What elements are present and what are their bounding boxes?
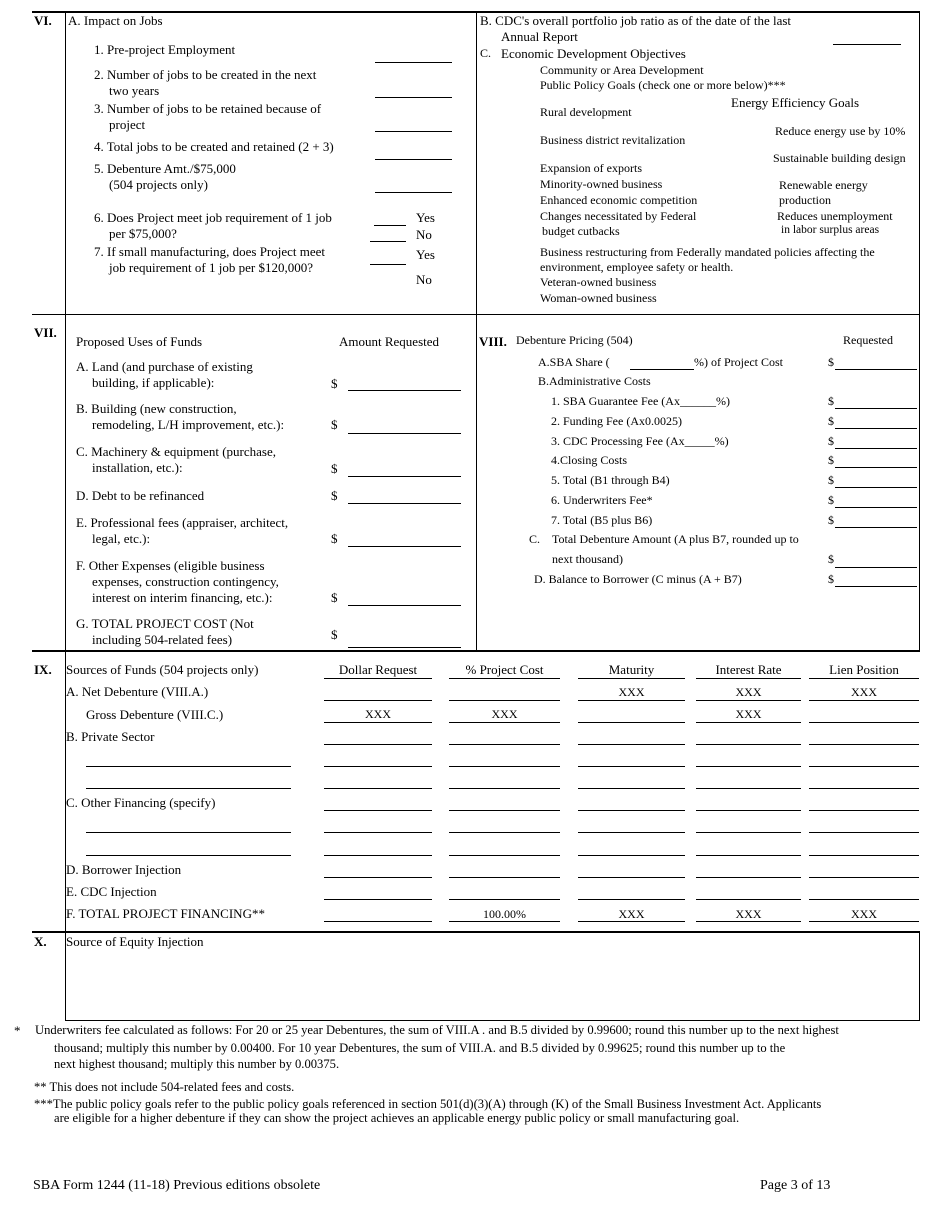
other-expenses-line2: expenses, construction contingency, xyxy=(92,574,279,589)
underwriters-fee-line[interactable] xyxy=(835,507,917,508)
reduce-energy-option[interactable]: Reduce energy use by 10% xyxy=(775,124,906,138)
sources-cell-line[interactable] xyxy=(324,788,432,789)
business-restructuring-line2: environment, employee safety or health. xyxy=(540,260,734,274)
guarantee-fee-dollar: $ xyxy=(828,394,834,408)
header-rule-5 xyxy=(809,678,919,679)
total-interest-xxx: XXX xyxy=(735,907,762,921)
portfolio-ratio-line1: B. CDC's overall portfolio job ratio as of the date of the last xyxy=(480,13,792,28)
total-project-cost-line1: G. TOTAL PROJECT COST (Not xyxy=(76,616,254,631)
public-policy-goals-label: Public Policy Goals (check one or more below)*** xyxy=(540,78,786,92)
sources-of-funds-title: Sources of Funds (504 projects only) xyxy=(66,662,259,677)
uses-of-funds-title: Proposed Uses of Funds xyxy=(76,334,203,349)
total-debenture-dollar: $ xyxy=(828,552,834,566)
total-lien-xxx: XXX xyxy=(851,907,877,921)
b7-total-label: 7. Total (B5 plus B6) xyxy=(551,513,653,527)
form-identifier: SBA Form 1244 (11-18) Previous editions obsolete xyxy=(33,1178,321,1193)
reduces-unemployment-line2: in labor surplus areas xyxy=(781,224,880,236)
sources-cell-line[interactable] xyxy=(324,855,432,856)
sources-cell-line[interactable] xyxy=(696,855,801,856)
sources-cell-line[interactable] xyxy=(449,832,560,833)
total-dollar-sign: $ xyxy=(331,627,338,642)
sources-cell-line[interactable] xyxy=(809,722,919,723)
renewable-energy-line1[interactable]: Renewable energy xyxy=(779,178,868,192)
portfolio-ratio-line2: Annual Report xyxy=(501,29,578,44)
sources-cell-line[interactable] xyxy=(324,810,432,811)
sources-cell-line[interactable] xyxy=(449,810,560,811)
balance-borrower-label: D. Balance to Borrower (C minus (A + B7) xyxy=(534,572,742,586)
vii-right-border xyxy=(919,314,920,651)
sources-cell-line[interactable] xyxy=(696,899,801,900)
sources-cell-line[interactable] xyxy=(809,855,919,856)
net-debenture-label: A. Net Debenture (VIII.A.) xyxy=(66,684,209,699)
sources-cell-line[interactable] xyxy=(449,877,560,878)
sources-cell-line[interactable] xyxy=(578,810,685,811)
balance-borrower-line[interactable] xyxy=(835,586,917,587)
requested-header: Requested xyxy=(843,333,893,347)
cdc-injection-label: E. CDC Injection xyxy=(66,884,157,899)
renewable-energy-line2: production xyxy=(779,193,831,207)
balance-borrower-dollar: $ xyxy=(828,572,834,586)
community-development-option[interactable]: Community or Area Development xyxy=(540,63,704,77)
woman-owned-option[interactable]: Woman-owned business xyxy=(540,291,657,305)
sources-cell-line[interactable] xyxy=(578,877,685,878)
sources-cell-line[interactable] xyxy=(449,722,560,723)
section-x-number: X. xyxy=(34,934,47,949)
professional-dollar-sign: $ xyxy=(331,531,338,546)
b7-total-dollar: $ xyxy=(828,513,834,527)
x-bottom-line xyxy=(65,1020,920,1021)
land-label-line1: A. Land (and purchase of existing xyxy=(76,359,253,374)
energy-efficiency-title: Energy Efficiency Goals xyxy=(731,95,860,110)
econ-objectives-title: Economic Development Objectives xyxy=(501,46,686,61)
q3-label-line1: 3. Number of jobs to be retained because of xyxy=(94,101,322,116)
sources-cell-line[interactable] xyxy=(696,832,801,833)
q4-label: 4. Total jobs to be created and retained (2 + 3) xyxy=(94,139,334,154)
exports-option[interactable]: Expansion of exports xyxy=(540,161,642,175)
private-lender-1-line[interactable] xyxy=(86,766,291,767)
q7-no-label: No xyxy=(416,272,432,287)
sources-cell-line[interactable] xyxy=(324,877,432,878)
q4-input-line[interactable] xyxy=(375,159,452,160)
building-dollar-sign: $ xyxy=(331,417,338,432)
sources-cell-line[interactable] xyxy=(578,744,685,745)
sources-cell-line[interactable] xyxy=(449,766,560,767)
economic-competition-option[interactable]: Enhanced economic competition xyxy=(540,193,698,207)
net-lien-xxx: XXX xyxy=(851,685,877,699)
q2-label-line1: 2. Number of jobs to be created in the next xyxy=(94,67,317,82)
vi-right-border xyxy=(919,11,920,315)
net-interest-xxx: XXX xyxy=(735,685,762,699)
other-dollar-sign: $ xyxy=(331,590,338,605)
note1-line1: Underwriters fee calculated as follows: For 20 or 25 year Debentures, the sum of VIII.A . and B.5 divided by 0.99600; round this number up to the next highest xyxy=(35,1023,839,1037)
section-viii-number: VIII. xyxy=(479,334,507,349)
vii-left-border xyxy=(65,314,66,651)
borrower-injection-label: D. Borrower Injection xyxy=(66,862,182,877)
net-maturity-xxx: XXX xyxy=(618,685,645,699)
sources-cell-line[interactable] xyxy=(449,899,560,900)
q1-label: 1. Pre-project Employment xyxy=(94,42,236,57)
federal-cutbacks-line2: budget cutbacks xyxy=(542,224,620,238)
header-rule-3 xyxy=(578,678,685,679)
sources-cell-line[interactable] xyxy=(809,832,919,833)
sources-cell-line[interactable] xyxy=(449,788,560,789)
other-expenses-line1: F. Other Expenses (eligible business xyxy=(76,558,265,573)
col-maturity-header: Maturity xyxy=(608,662,655,677)
q2-label-line2: two years xyxy=(109,83,160,98)
sources-cell-line[interactable] xyxy=(324,921,432,922)
q5-input-line[interactable] xyxy=(375,192,452,193)
reduces-unemployment-line1[interactable]: Reduces unemployment xyxy=(777,209,893,223)
q7-yes-label: Yes xyxy=(416,247,435,262)
econ-objectives-letter: C. xyxy=(480,46,492,60)
business-district-option[interactable]: Business district revitalization xyxy=(540,133,686,147)
sba-share-left: A.SBA Share ( xyxy=(538,355,610,369)
q3-input-line[interactable] xyxy=(375,131,452,132)
land-dollar-sign: $ xyxy=(331,376,338,391)
machinery-label-line2: installation, etc.): xyxy=(92,460,183,475)
q3-label-line2: project xyxy=(109,117,146,132)
sources-cell-line[interactable] xyxy=(809,744,919,745)
sources-cell-line[interactable] xyxy=(696,722,801,723)
admin-costs-label: B.Administrative Costs xyxy=(538,374,651,388)
underwriters-fee-dollar: $ xyxy=(828,493,834,507)
note2: ** This does not include 504-related fees and costs. xyxy=(34,1080,295,1094)
col-dollar-request-header: Dollar Request xyxy=(338,662,418,677)
note3-line1: ***The public policy goals refer to the public policy goals referenced in section 501(d)(3)(A) through (K) of the Small Business Investment Act. Applicants xyxy=(34,1097,822,1111)
b5-total-dollar: $ xyxy=(828,473,834,487)
sba-share-percent-line[interactable] xyxy=(630,369,694,370)
gross-debenture-label: Gross Debenture (VIII.C.) xyxy=(86,707,224,722)
sources-cell-line[interactable] xyxy=(809,810,919,811)
equity-injection-title: Source of Equity Injection xyxy=(66,934,204,949)
sources-cell-line[interactable] xyxy=(696,788,801,789)
federal-cutbacks-line1[interactable]: Changes necessitated by Federal xyxy=(540,209,697,223)
sources-cell-line[interactable] xyxy=(449,700,560,701)
underwriters-fee-label: 6. Underwriters Fee* xyxy=(551,493,653,507)
building-label-line2: remodeling, L/H improvement, etc.): xyxy=(92,417,285,432)
q7-yes-line[interactable] xyxy=(370,264,406,265)
note1-mark: * xyxy=(14,1023,21,1038)
sources-cell-line[interactable] xyxy=(696,766,801,767)
sources-cell-line[interactable] xyxy=(578,722,685,723)
building-label-line1: B. Building (new construction, xyxy=(76,401,237,416)
b5-total-line[interactable] xyxy=(835,487,917,488)
processing-fee-line[interactable] xyxy=(835,448,917,449)
professional-fees-line1: E. Professional fees (appraiser, architect, xyxy=(76,515,289,530)
total-debenture-line[interactable] xyxy=(835,567,917,568)
processing-fee-label: 3. CDC Processing Fee (Ax_____%) xyxy=(551,434,729,448)
q5-label-line1: 5. Debenture Amt./$75,000 xyxy=(94,161,236,176)
note3-line2: are eligible for a higher debenture if they can show the project achieves an applicable energy public policy or small manufacturing goal. xyxy=(54,1111,740,1125)
other-financing-2-line[interactable] xyxy=(86,855,291,856)
closing-costs-label: 4.Closing Costs xyxy=(551,453,628,467)
total-debenture-line1: Total Debenture Amount (A plus B7, rounded up to xyxy=(552,532,799,546)
portfolio-ratio-input-line[interactable] xyxy=(833,44,901,45)
debt-amount-line[interactable] xyxy=(348,503,461,504)
q2-input-line[interactable] xyxy=(375,97,452,98)
sources-cell-line[interactable] xyxy=(578,700,685,701)
sources-cell-line[interactable] xyxy=(696,877,801,878)
sources-cell-line[interactable] xyxy=(809,700,919,701)
sources-cell-line[interactable] xyxy=(809,877,919,878)
sources-cell-line[interactable] xyxy=(696,744,801,745)
other-expenses-line3: interest on interim financing, etc.): xyxy=(92,590,273,605)
vi-mid-divider xyxy=(476,11,477,315)
header-rule-2 xyxy=(449,678,560,679)
note1-line2: thousand; multiply this number by 0.00400. For 10 year Debentures, the sum of VIII.A. and B.5 divided by 0.99625; round this number up to the xyxy=(54,1041,786,1055)
gross-interest-xxx: XXX xyxy=(735,707,762,721)
q6-yes-label: Yes xyxy=(416,210,435,225)
veteran-owned-option[interactable]: Veteran-owned business xyxy=(540,275,657,289)
total-debenture-letter: C. xyxy=(529,532,541,546)
q6-no-label: No xyxy=(416,227,432,242)
other-financing-1-line[interactable] xyxy=(86,832,291,833)
vii-mid-divider xyxy=(476,314,477,651)
sources-cell-line[interactable] xyxy=(578,899,685,900)
left-border-vi xyxy=(65,11,66,315)
x-right-border xyxy=(919,931,920,1021)
debenture-pricing-title: Debenture Pricing (504) xyxy=(516,333,633,347)
professional-amount-line[interactable] xyxy=(348,546,461,547)
vii-bottom-divider xyxy=(32,650,920,652)
land-label-line2: building, if applicable): xyxy=(92,375,215,390)
amount-requested-header: Amount Requested xyxy=(339,334,440,349)
sources-cell-line[interactable] xyxy=(449,744,560,745)
building-amount-line[interactable] xyxy=(348,433,461,434)
sources-cell-line[interactable] xyxy=(324,766,432,767)
q6-label-line2: per $75,000? xyxy=(109,226,177,241)
funding-fee-line[interactable] xyxy=(835,428,917,429)
note1-line3: next highest thousand; multiply this number by 0.00375. xyxy=(54,1057,340,1071)
section-vi-number: VI. xyxy=(34,13,52,28)
other-amount-line[interactable] xyxy=(348,605,461,606)
business-restructuring-line1[interactable]: Business restructuring from Federally mandated policies affecting the xyxy=(540,245,875,259)
guarantee-fee-label: 1. SBA Guarantee Fee (Ax______%) xyxy=(551,394,730,408)
gross-dollar-xxx: XXX xyxy=(365,707,391,721)
b7-total-line[interactable] xyxy=(835,527,917,528)
sources-cell-line[interactable] xyxy=(809,788,919,789)
sources-cell-line[interactable] xyxy=(324,722,432,723)
private-sector-label: B. Private Sector xyxy=(66,729,155,744)
total-maturity-xxx: XXX xyxy=(618,907,645,921)
closing-costs-dollar: $ xyxy=(828,453,834,467)
total-amount-line[interactable] xyxy=(348,647,461,648)
sources-cell-line[interactable] xyxy=(809,766,919,767)
sources-cell-line[interactable] xyxy=(324,744,432,745)
sources-cell-line[interactable] xyxy=(578,788,685,789)
gross-percent-xxx: XXX xyxy=(491,707,518,721)
sources-cell-line[interactable] xyxy=(324,700,432,701)
other-financing-label: C. Other Financing (specify) xyxy=(66,795,216,810)
processing-fee-dollar: $ xyxy=(828,434,834,448)
sba-share-dollar: $ xyxy=(828,355,834,369)
header-rule-4 xyxy=(696,678,801,679)
equity-injection-field[interactable] xyxy=(66,952,918,1018)
total-percent-value: 100.00% xyxy=(483,907,526,921)
machinery-dollar-sign: $ xyxy=(331,461,338,476)
section-vii-number: VII. xyxy=(34,325,57,340)
total-project-cost-line2: including 504-related fees) xyxy=(92,632,233,647)
sources-cell-line[interactable] xyxy=(449,855,560,856)
sources-cell-line[interactable] xyxy=(809,899,919,900)
sources-cell-line[interactable] xyxy=(324,832,432,833)
q7-label-line1: 7. If small manufacturing, does Project meet xyxy=(94,244,326,259)
land-amount-line[interactable] xyxy=(348,390,461,391)
funding-fee-label: 2. Funding Fee (Ax0.0025) xyxy=(551,414,682,428)
sources-cell-line[interactable] xyxy=(324,899,432,900)
minority-owned-option[interactable]: Minority-owned business xyxy=(540,177,663,191)
sources-cell-line[interactable] xyxy=(696,700,801,701)
impact-on-jobs-heading: A. Impact on Jobs xyxy=(68,13,163,28)
col-interest-rate-header: Interest Rate xyxy=(715,662,782,677)
q6-yes-line[interactable] xyxy=(374,225,406,226)
sources-cell-line[interactable] xyxy=(578,832,685,833)
page-number: Page 3 of 13 xyxy=(760,1178,831,1193)
col-percent-cost-header: % Project Cost xyxy=(465,662,544,677)
machinery-label-line1: C. Machinery & equipment (purchase, xyxy=(76,444,276,459)
q5-label-line2: (504 projects only) xyxy=(109,177,208,192)
sba-share-amount-line[interactable] xyxy=(835,369,917,370)
sustainable-design-option[interactable]: Sustainable building design xyxy=(773,151,906,165)
q7-label-line2: job requirement of 1 job per $120,000? xyxy=(109,260,313,275)
debt-dollar-sign: $ xyxy=(331,488,338,503)
guarantee-fee-line[interactable] xyxy=(835,408,917,409)
q6-label-line1: 6. Does Project meet job requirement of 1 job xyxy=(94,210,332,225)
header-rule-1 xyxy=(324,678,432,679)
sources-cell-line[interactable] xyxy=(578,766,685,767)
sources-cell-line[interactable] xyxy=(696,810,801,811)
section-ix-number: IX. xyxy=(34,662,52,677)
professional-fees-line2: legal, etc.): xyxy=(92,531,151,546)
funding-fee-dollar: $ xyxy=(828,414,834,428)
rural-development-option[interactable]: Rural development xyxy=(540,105,632,119)
q1-input-line[interactable] xyxy=(375,62,452,63)
debt-refinanced-label: D. Debt to be refinanced xyxy=(76,488,205,503)
sources-cell-line[interactable] xyxy=(578,855,685,856)
sba-share-right: %) of Project Cost xyxy=(694,355,783,369)
private-lender-2-line[interactable] xyxy=(86,788,291,789)
b5-total-label: 5. Total (B1 through B4) xyxy=(551,473,670,487)
q6-no-line[interactable] xyxy=(370,241,406,242)
ix-bottom-line xyxy=(32,931,920,933)
machinery-amount-line[interactable] xyxy=(348,476,461,477)
total-debenture-line2: next thousand) xyxy=(552,552,623,566)
closing-costs-line[interactable] xyxy=(835,467,917,468)
col-lien-position-header: Lien Position xyxy=(829,662,899,677)
total-financing-label: F. TOTAL PROJECT FINANCING** xyxy=(66,906,265,921)
